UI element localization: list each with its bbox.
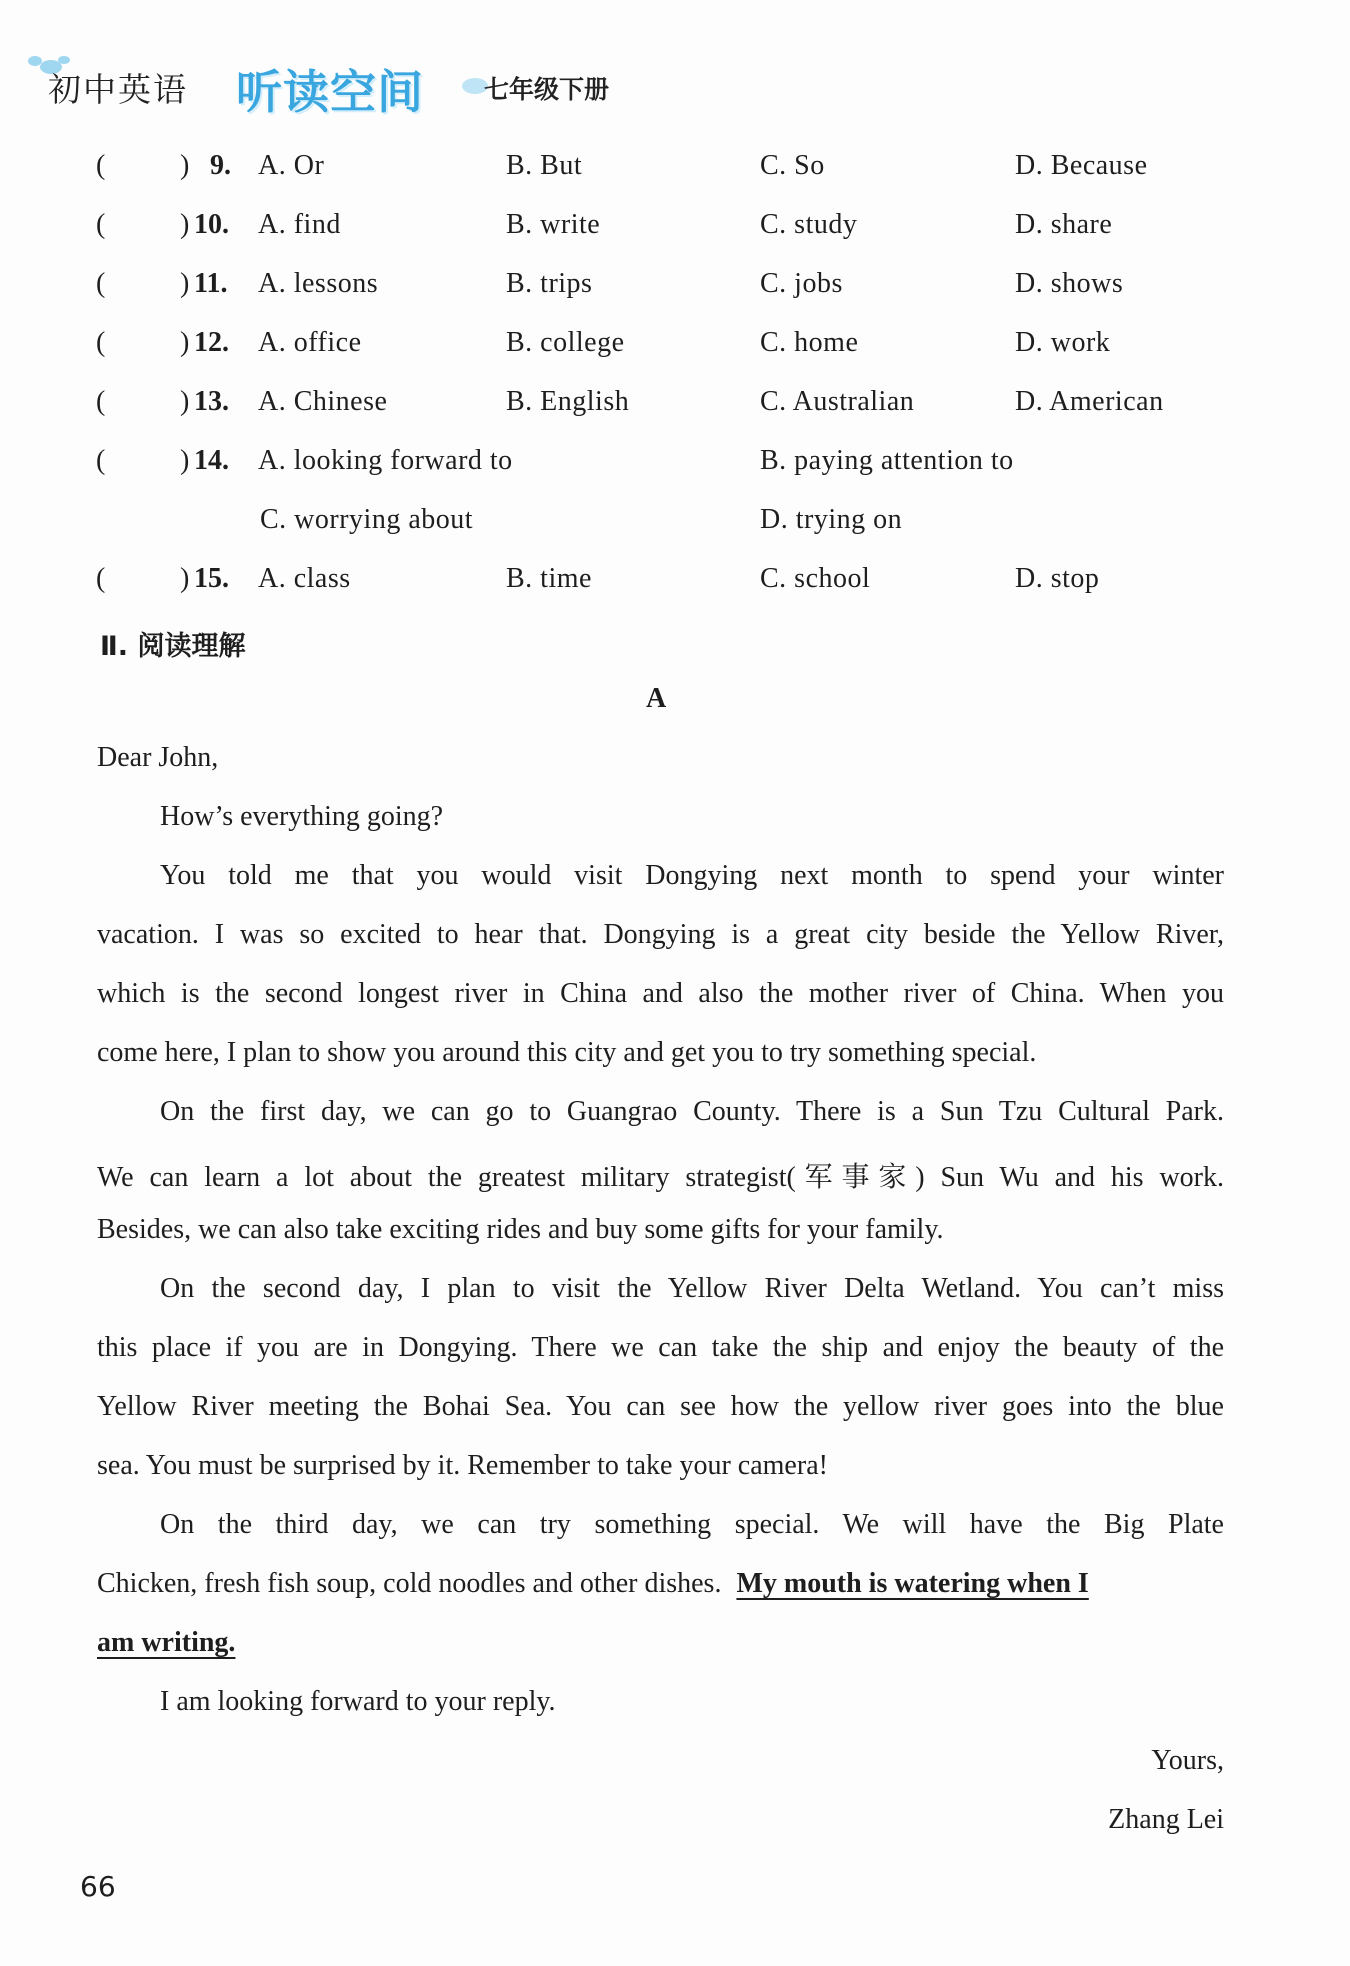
letter-line: vacation. I was so excited to hear that. Dongying is a great city beside the Yellow River, <box>97 919 1224 950</box>
answer-blank-open: ( <box>96 445 106 476</box>
option-d: D. Because <box>1015 150 1148 181</box>
answer-blank-open: ( <box>96 209 106 240</box>
letter-line: On the third day, we can try something special. We will have the Big Plate <box>160 1509 1224 1540</box>
option-a: A. find <box>258 209 341 240</box>
question-number: 11. <box>194 268 228 299</box>
brand-logo: 听读空间 <box>236 65 424 119</box>
option-d: D. share <box>1015 209 1113 240</box>
question-number: 12. <box>194 327 229 358</box>
option-d: D. stop <box>1015 563 1100 594</box>
option-c: C. home <box>760 327 859 358</box>
question-number: 9. <box>210 150 231 181</box>
option-c: C. worrying about <box>260 504 474 535</box>
option-a: A. office <box>258 327 362 358</box>
option-a: A. Chinese <box>258 386 388 417</box>
letter-line: this place if you are in Dongying. There we can take the ship and enjoy the beauty of the <box>97 1332 1224 1363</box>
option-b: B. write <box>506 209 601 240</box>
option-b: B. But <box>506 150 583 181</box>
letter-line: Besides, we can also take exciting rides and buy some gifts for your family. <box>97 1214 944 1245</box>
answer-blank-close: ) <box>180 150 190 181</box>
option-c: C. jobs <box>760 268 843 299</box>
answer-blank-open: ( <box>96 386 106 417</box>
series-title: 初中英语 <box>48 70 188 109</box>
question-number: 10. <box>194 209 229 240</box>
letter-line <box>97 1568 1089 1600</box>
answer-blank-close: ) <box>180 563 190 594</box>
answer-blank-close: ) <box>180 268 190 299</box>
passage-label: A <box>646 683 667 714</box>
answer-blank-close: ) <box>180 209 190 240</box>
page-number: 66 <box>80 1870 116 1903</box>
letter-opening: How’s everything going? <box>160 801 444 832</box>
answer-blank-open: ( <box>96 327 106 358</box>
option-a: A. Or <box>258 150 325 181</box>
highlighted-sentence-continued: am writing. <box>97 1627 236 1658</box>
option-b: B. college <box>506 327 625 358</box>
option-a: A. lessons <box>258 268 379 299</box>
option-c: C. study <box>760 209 858 240</box>
answer-blank-close: ) <box>180 386 190 417</box>
option-b: B. time <box>506 563 592 594</box>
option-d: D. American <box>1015 386 1164 417</box>
letter-line: We can learn a lot about the greatest military strategist(军事家) Sun Wu and his work. <box>97 1162 1224 1193</box>
option-b: B. trips <box>506 268 593 299</box>
letter-line: You told me that you would visit Dongying next month to spend your winter <box>160 860 1224 891</box>
letter-line: Yellow River meeting the Bohai Sea. You can see how the yellow river goes into the blue <box>97 1391 1224 1422</box>
letter-line: On the first day, we can go to Guangrao County. There is a Sun Tzu Cultural Park. <box>160 1096 1224 1127</box>
option-b: B. English <box>506 386 630 417</box>
option-c: C. Australian <box>760 386 915 417</box>
letter-signature: Zhang Lei <box>1108 1804 1224 1835</box>
option-d: D. shows <box>1015 268 1124 299</box>
letter-line: On the second day, I plan to visit the Yellow River Delta Wetland. You can’t miss <box>160 1273 1224 1304</box>
answer-blank-open: ( <box>96 563 106 594</box>
answer-blank-open: ( <box>96 150 106 181</box>
option-c: C. So <box>760 150 825 181</box>
letter-closing: Yours, <box>1151 1745 1224 1776</box>
answer-blank-close: ) <box>180 327 190 358</box>
option-d: D. trying on <box>760 504 903 535</box>
letter-line: sea. You must be surprised by it. Remember to take your camera! <box>97 1450 828 1481</box>
highlighted-sentence: My mouth is watering when I <box>736 1568 1089 1599</box>
answer-blank-open: ( <box>96 268 106 299</box>
letter-greeting: Dear John, <box>97 742 219 773</box>
option-a: A. looking forward to <box>258 445 513 476</box>
letter-line: come here, I plan to show you around this city and get you to try something special. <box>97 1037 1037 1068</box>
section-heading: Ⅱ. 阅读理解 <box>100 631 246 662</box>
question-number: 15. <box>194 563 229 594</box>
question-number: 14. <box>194 445 229 476</box>
option-c: C. school <box>760 563 871 594</box>
option-d: D. work <box>1015 327 1111 358</box>
letter-line: I am looking forward to your reply. <box>160 1686 556 1717</box>
grade-label: 七年级下册 <box>484 75 610 104</box>
letter-line-text: Chicken, fresh fish soup, cold noodles and other dishes. <box>97 1568 722 1599</box>
page-header <box>28 56 728 126</box>
option-a: A. class <box>258 563 351 594</box>
question-number: 13. <box>194 386 229 417</box>
answer-blank-close: ) <box>180 445 190 476</box>
option-b: B. paying attention to <box>760 445 1014 476</box>
letter-line: which is the second longest river in China and also the mother river of China. When you <box>97 978 1224 1009</box>
